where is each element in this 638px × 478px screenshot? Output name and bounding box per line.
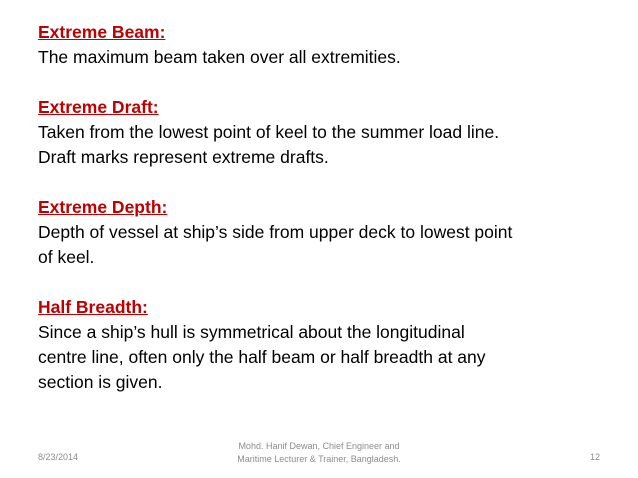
section-text-line: centre line, often only the half beam or half breadth at any — [38, 347, 486, 367]
section-text-line: of keel. — [38, 247, 95, 267]
section-text-line: section is given. — [38, 372, 163, 392]
section-heading: Extreme Beam: — [38, 22, 166, 42]
section-text-line: The maximum beam taken over all extremities. — [38, 47, 401, 67]
section-extreme-draft — [38, 95, 608, 170]
footer-date: 8/23/2014 — [38, 452, 79, 462]
section-extreme-beam — [38, 20, 608, 70]
section-extreme-depth — [38, 195, 608, 270]
footer-page-number: 12 — [589, 452, 600, 462]
section-heading: Extreme Depth: — [38, 197, 168, 217]
footer-author-line: Mohd. Hanif Dewan, Chief Engineer and — [238, 441, 400, 451]
section-text-line: Depth of vessel at ship’s side from upper deck to lowest point — [38, 222, 513, 242]
footer-author — [214, 440, 424, 466]
section-text-line: Draft marks represent extreme drafts. — [38, 147, 329, 167]
section-heading: Extreme Draft: — [38, 97, 159, 117]
section-text-line: Since a ship’s hull is symmetrical about the longitudinal — [38, 322, 465, 342]
section-heading: Half Breadth: — [38, 297, 148, 317]
section-half-breadth — [38, 295, 608, 395]
footer-author-line: Maritime Lecturer & Trainer, Bangladesh. — [237, 454, 401, 464]
section-text-line: Taken from the lowest point of keel to the summer load line. — [38, 122, 500, 142]
slide-content — [38, 20, 608, 420]
